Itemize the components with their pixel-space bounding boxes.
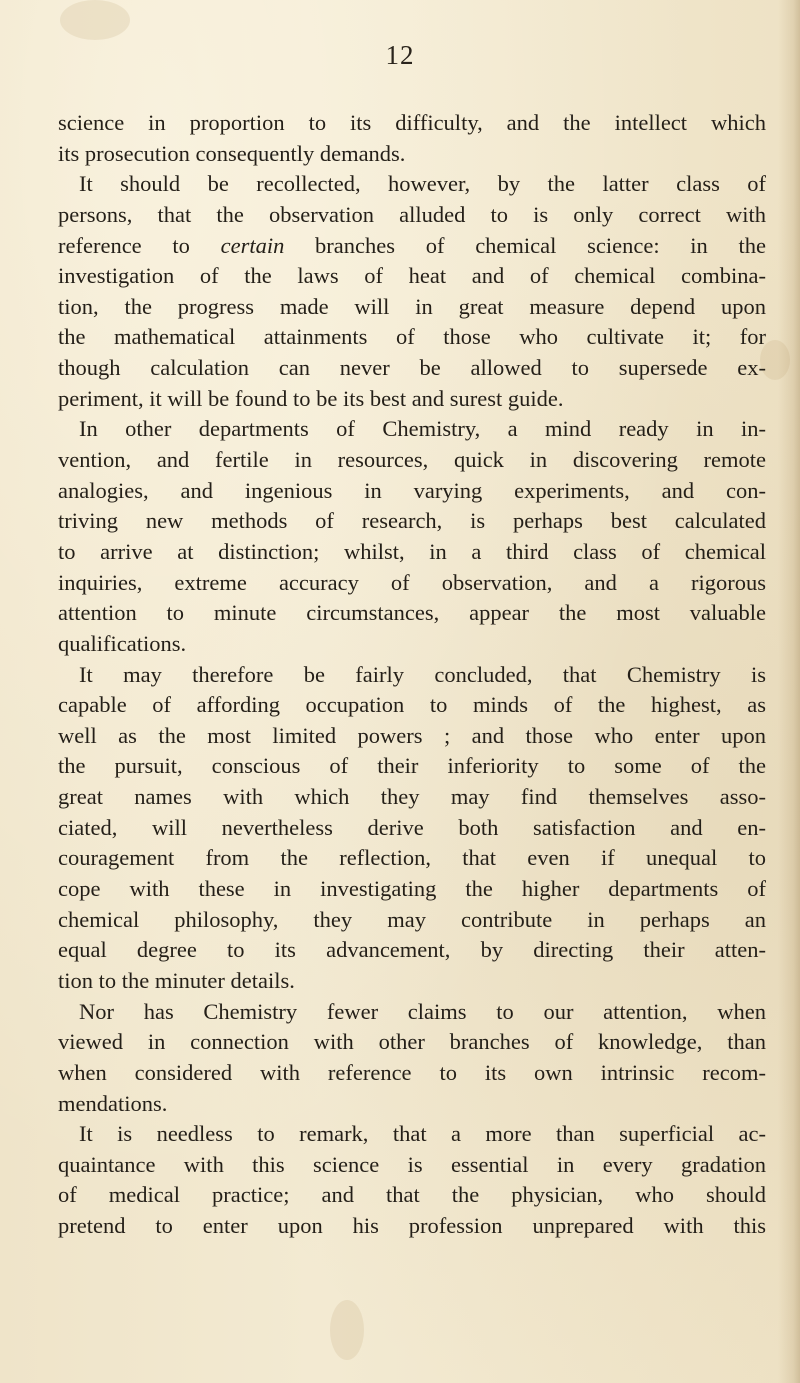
text-line: Nor has Chemistry fewer claims to our attention, when xyxy=(79,998,766,1024)
text-line: viewed in connection with other branches of knowledge, than xyxy=(58,1029,766,1055)
text-line: It may therefore be fairly concluded, that Chemistry is xyxy=(79,661,766,687)
text-line: the mathematical attainments of those who cultivate it; for xyxy=(58,324,766,350)
text-line: well as the most limited powers ; and those who enter upon xyxy=(58,722,766,748)
text-line: It is needless to remark, that a more than superficial ac- xyxy=(79,1121,766,1147)
text-line: In other departments of Chemistry, a mind ready in in- xyxy=(79,416,766,442)
text-line: great names with which they may find themselves asso- xyxy=(58,784,766,810)
text-line: analogies, and ingenious in varying experiments, and con- xyxy=(58,477,766,503)
paper-stain xyxy=(330,1300,364,1360)
text-line: inquiries, extreme accuracy of observation, and a rigorous xyxy=(58,569,766,595)
page-number: 12 xyxy=(385,40,415,70)
text-segment: reference to xyxy=(58,232,221,258)
text-line: tion to the minuter details. xyxy=(58,967,295,993)
text-line: the pursuit, conscious of their inferiority to some of the xyxy=(58,753,766,779)
text-line: quaintance with this science is essential in every gradation xyxy=(58,1151,766,1177)
text-line: when considered with reference to its own intrinsic recom- xyxy=(58,1059,766,1085)
text-line xyxy=(58,231,766,262)
text-line: pretend to enter upon his profession unprepared with this xyxy=(58,1213,766,1239)
text-line: cope with these in investigating the higher departments of xyxy=(58,876,766,902)
text-line: vention, and fertile in resources, quick in discovering remote xyxy=(58,447,766,473)
text-segment: branches of chemical science: in the xyxy=(284,232,766,258)
text-line: triving new methods of research, is perhaps best calculated xyxy=(58,508,766,534)
page-edge-shadow xyxy=(778,0,800,1383)
text-line: ciated, will nevertheless derive both satisfaction and en- xyxy=(58,814,766,840)
text-line: equal degree to its advancement, by directing their atten- xyxy=(58,937,766,963)
text-line: of medical practice; and that the physician, who should xyxy=(58,1182,766,1208)
text-line: though calculation can never be allowed to supersede ex- xyxy=(58,355,766,381)
text-line: periment, it will be found to be its best and surest guide. xyxy=(58,385,564,411)
italic-text: certain xyxy=(220,232,285,258)
text-line: It should be recollected, however, by the latter class of xyxy=(79,171,766,197)
text-line: couragement from the reflection, that even if unequal to xyxy=(58,845,766,871)
text-line: to arrive at distinction; whilst, in a third class of chemical xyxy=(58,538,766,564)
body-text xyxy=(58,108,766,1242)
text-line: tion, the progress made will in great measure depend upon xyxy=(58,293,766,319)
text-line: capable of affording occupation to minds of the highest, as xyxy=(58,692,766,718)
text-line: investigation of the laws of heat and of chemical combina- xyxy=(58,263,766,289)
paper-stain xyxy=(60,0,130,40)
text-line: chemical philosophy, they may contribute in perhaps an xyxy=(58,906,766,932)
text-line: its prosecution consequently demands. xyxy=(58,140,406,166)
text-line: persons, that the observation alluded to is only correct with xyxy=(58,201,766,227)
text-line: mendations. xyxy=(58,1090,168,1116)
text-line: science in proportion to its difficulty, and the intellect which xyxy=(58,110,766,135)
text-line: attention to minute circumstances, appear the most valuable xyxy=(58,600,766,626)
text-line: qualifications. xyxy=(58,630,187,656)
